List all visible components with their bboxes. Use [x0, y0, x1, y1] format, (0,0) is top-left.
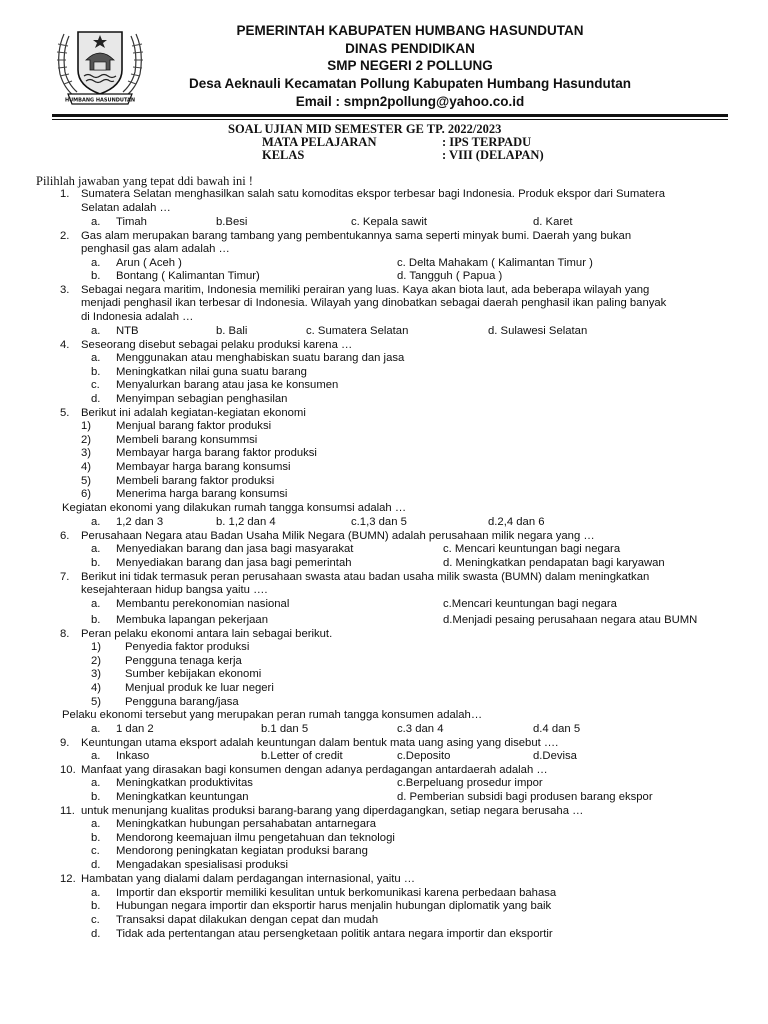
letterhead-address: Desa Aeknauli Kecamatan Pollung Kabupaten Humbang Hasundutan — [188, 76, 632, 91]
question-number: 4. — [60, 339, 70, 351]
option-a: Membantu perekonomian nasional — [116, 598, 290, 610]
option-c: c. Delta Mahakam ( Kalimantan Timur ) — [397, 257, 593, 269]
option-b: Meningkatkan nilai guna suatu barang — [116, 366, 307, 378]
question-number: 2. — [60, 230, 70, 242]
option-letter: b. — [91, 614, 101, 626]
option-a: Timah — [116, 216, 147, 228]
option-c: Menyalurkan barang atau jasa ke konsumen — [116, 379, 339, 391]
list-item: Pengguna barang/jasa — [125, 696, 239, 708]
list-item: Penyedia faktor produksi — [125, 641, 250, 653]
option-d: d. Meningkatkan pendapatan bagi karyawan — [443, 557, 665, 569]
option-letter: a. — [91, 598, 101, 610]
option-a: 1,2 dan 3 — [116, 516, 164, 528]
list-item: Membayar harga barang konsumsi — [116, 461, 291, 473]
option-d: d.Devisa — [533, 750, 577, 762]
option-letter: c. — [91, 845, 100, 857]
option-d: d.4 dan 5 — [533, 723, 581, 735]
question-text: Sebagai negara maritim, Indonesia memiliki perairan yang luas. Kaya akan biota laut, ada beberapa wilayah yang — [81, 284, 650, 296]
question-text: menjadi penghasil ikan terbesar di Indonesia. Wilayah yang dinobatkan sebagai daerah penghasil ikan paling banyak — [81, 297, 667, 309]
option-c: c.1,3 dan 5 — [351, 516, 407, 528]
option-letter: b. — [91, 791, 101, 803]
option-a: Importir dan eksportir memiliki kesulitan untuk berkomunikasi karena perbedaan bahasa — [116, 887, 557, 899]
question-text: Peran pelaku ekonomi antara lain sebagai berikut. — [81, 628, 333, 640]
list-marker: 2) — [81, 434, 92, 446]
option-letter: a. — [91, 352, 101, 364]
option-letter: a. — [91, 887, 101, 899]
option-letter: a. — [91, 750, 101, 762]
option-b: Menyediakan barang dan jasa bagi pemerintah — [116, 557, 352, 569]
list-item: Membeli barang faktor produksi — [116, 475, 275, 487]
question-number: 6. — [60, 530, 70, 542]
option-b: Hubungan negara importir dan eksportir harus menjalin hubungan diplomatik yang baik — [116, 900, 552, 912]
option-d: d. Pemberian subsidi bagi produsen barang ekspor — [397, 791, 653, 803]
letterhead-email: Email : smpn2pollung@yahoo.co.id — [295, 94, 525, 109]
list-item: Menjual barang faktor produksi — [116, 420, 272, 432]
option-letter: b. — [91, 270, 101, 282]
question-stem: Kegiatan ekonomi yang dilakukan rumah tangga konsumsi adalah … — [62, 502, 407, 514]
letterhead-school: SMP NEGERI 2 POLLUNG — [327, 58, 493, 73]
list-marker: 4) — [81, 461, 92, 473]
question-text: Hambatan yang dialami dalam perdagangan internasional, yaitu … — [81, 873, 416, 885]
list-item: Menjual produk ke luar negeri — [125, 682, 274, 694]
question-number: 5. — [60, 407, 70, 419]
option-d: d.2,4 dan 6 — [488, 516, 545, 528]
question-text: Sumatera Selatan menghasilkan salah satu komoditas ekspor terbesar bagi Indonesia. Produk ekspor dari Sumatera — [81, 188, 666, 200]
option-letter: d. — [91, 393, 101, 405]
option-c: c.Berpeluang prosedur impor — [397, 777, 543, 789]
question-number: 1. — [60, 188, 70, 200]
class-label: KELAS — [262, 148, 305, 162]
question-number: 12. — [60, 873, 76, 885]
option-b: Mendorong keemajuan ilmu pengetahuan dan teknologi — [116, 832, 395, 844]
option-a: Inkaso — [116, 750, 150, 762]
option-c: c. Kepala sawit — [351, 216, 427, 228]
option-b: b. 1,2 dan 4 — [216, 516, 276, 528]
question-number: 11. — [60, 805, 75, 817]
option-letter: b. — [91, 557, 101, 569]
letterhead-government: PEMERINTAH KABUPATEN HUMBANG HASUNDUTAN — [236, 23, 584, 38]
option-letter: a. — [91, 818, 101, 830]
letterhead-department: DINAS PENDIDIKAN — [345, 41, 475, 56]
list-item: Menerima harga barang konsumsi — [116, 488, 288, 500]
instruction: Pilihlah jawaban yang tepat ddi bawah ini ! — [36, 174, 253, 188]
option-letter: d. — [91, 928, 101, 940]
option-d: d. Tangguh ( Papua ) — [397, 270, 503, 282]
option-b: b.Letter of credit — [261, 750, 343, 762]
option-a: NTB — [116, 325, 139, 337]
list-marker: 5) — [91, 696, 102, 708]
question-number: 8. — [60, 628, 70, 640]
question-text: Keuntungan utama eksport adalah keuntungan dalam bentuk mata uang asing yang disebut …. — [81, 737, 559, 749]
option-d: d.Menjadi pesaing perusahaan negara atau BUMN — [443, 614, 698, 626]
option-c: c.Deposito — [397, 750, 451, 762]
option-b: Bontang ( Kalimantan Timur) — [116, 270, 260, 282]
question-text: Berikut ini tidak termasuk peran perusahaan swasta atau badan usaha milik swasta (BUMN) dalam meningkatkan — [81, 571, 650, 583]
question-text: Manfaat yang dirasakan bagi konsumen dengan adanya perdagangan antardaerah adalah … — [81, 764, 548, 776]
subject-label: MATA PELAJARAN — [262, 135, 377, 149]
subject-value: : IPS TERPADU — [442, 135, 532, 149]
option-a: Menyediakan barang dan jasa bagi masyarakat — [116, 543, 354, 555]
option-letter: d. — [91, 859, 101, 871]
list-item: Pengguna tenaga kerja — [125, 655, 242, 667]
option-letter: b. — [91, 900, 101, 912]
option-letter: c. — [91, 914, 100, 926]
list-marker: 4) — [91, 682, 102, 694]
option-letter: a. — [91, 325, 101, 337]
option-c: Transaksi dapat dilakukan dengan cepat dan mudah — [116, 914, 379, 926]
option-d: Tidak ada pertentangan atau persengketaan politik antara negara importir dan eksportir — [116, 928, 553, 940]
option-letter: a. — [91, 723, 101, 735]
option-letter: a. — [91, 543, 101, 555]
class-value: : VIII (DELAPAN) — [442, 148, 544, 162]
option-d: d. Karet — [533, 216, 573, 228]
question-number: 10. — [60, 764, 76, 776]
option-b: Meningkatkan keuntungan — [116, 791, 249, 803]
question-text: Seseorang disebut sebagai pelaku produksi karena … — [81, 339, 353, 351]
option-letter: a. — [91, 257, 101, 269]
question-text: kesejahteraan hidup bangsa yaitu …. — [81, 584, 268, 596]
question-number: 3. — [60, 284, 70, 296]
option-letter: b. — [91, 366, 101, 378]
list-marker: 1) — [91, 641, 102, 653]
option-letter: a. — [91, 516, 101, 528]
question-text: di Indonesia adalah … — [81, 311, 194, 323]
list-item: Sumber kebijakan ekonomi — [125, 668, 262, 680]
option-b: b.Besi — [216, 216, 248, 228]
option-c: c. Mencari keuntungan bagi negara — [443, 543, 621, 555]
list-marker: 2) — [91, 655, 102, 667]
option-c: Mendorong peningkatan kegiatan produksi barang — [116, 845, 368, 857]
question-text: penghasil gas alam adalah … — [81, 243, 230, 255]
exam-title: SOAL UJIAN MID SEMESTER GE TP. 2022/2023 — [228, 122, 502, 136]
option-c: c. Sumatera Selatan — [306, 325, 409, 337]
list-marker: 1) — [81, 420, 92, 432]
seal-ribbon-text: HUMBANG HASUNDUTAN — [64, 97, 136, 104]
question-text: Selatan adalah … — [81, 202, 171, 214]
question-text: Perusahaan Negara atau Badan Usaha Milik Negara (BUMN) adalah perusahaan milik negara yang … — [81, 530, 595, 542]
option-letter: c. — [91, 379, 100, 391]
option-b: b. Bali — [216, 325, 248, 337]
option-a: Meningkatkan hubungan persahabatan antarnegara — [116, 818, 377, 830]
option-d: Mengadakan spesialisasi produksi — [116, 859, 289, 871]
option-letter: a. — [91, 777, 101, 789]
list-marker: 3) — [91, 668, 102, 680]
option-letter: b. — [91, 832, 101, 844]
option-a: 1 dan 2 — [116, 723, 154, 735]
question-text: Gas alam merupakan barang tambang yang pembentukannya sama seperti minyak bumi. Daerah yang bukan — [81, 230, 632, 242]
question-text: Berikut ini adalah kegiatan-kegiatan ekonomi — [81, 407, 306, 419]
list-item: Membeli barang konsummsi — [116, 434, 258, 446]
option-letter: a. — [91, 216, 101, 228]
option-a: Meningkatkan produktivitas — [116, 777, 253, 789]
question-number: 7. — [60, 571, 70, 583]
list-marker: 3) — [81, 447, 92, 459]
question-number: 9. — [60, 737, 70, 749]
option-c: c.Mencari keuntungan bagi negara — [443, 598, 617, 610]
list-marker: 5) — [81, 475, 92, 487]
option-c: c.3 dan 4 — [397, 723, 444, 735]
question-stem: Pelaku ekonomi tersebut yang merupakan peran rumah tangga konsumen adalah… — [62, 709, 483, 721]
option-a: Menggunakan atau menghabiskan suatu barang dan jasa — [116, 352, 405, 364]
list-marker: 6) — [81, 488, 92, 500]
option-d: Menyimpan sebagian penghasilan — [116, 393, 288, 405]
option-b: Membuka lapangan pekerjaan — [116, 614, 268, 626]
question-text: untuk menunjang kualitas produksi barang-barang yang diperdagangkan, setiap negara berusaha … — [81, 805, 584, 817]
option-d: d. Sulawesi Selatan — [488, 325, 588, 337]
option-b: b.1 dan 5 — [261, 723, 309, 735]
option-a: Arun ( Aceh ) — [116, 257, 182, 269]
list-item: Membayar harga barang faktor produksi — [116, 447, 317, 459]
